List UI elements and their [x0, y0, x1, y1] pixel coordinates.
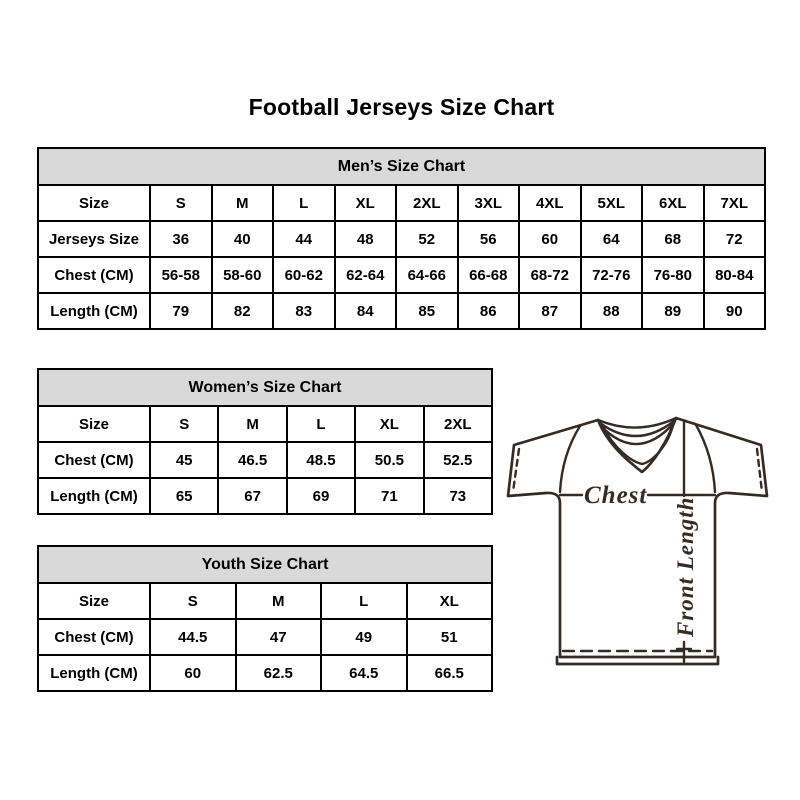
youth-size-column-header: XL: [407, 583, 493, 619]
mens-cell-value: 52: [396, 221, 458, 257]
jersey-measurement-diagram: [500, 400, 780, 680]
youth-cell-value: 60: [150, 655, 236, 691]
mens-row-label: Length (CM): [38, 293, 150, 329]
youth-cell-value: 44.5: [150, 619, 236, 655]
left-seam: [560, 426, 580, 492]
mens-table-row: [38, 221, 765, 257]
mens-cell-value: 82: [212, 293, 274, 329]
mens-cell-value: 72: [704, 221, 766, 257]
right-seam: [696, 425, 715, 492]
mens-cell-value: 68: [642, 221, 704, 257]
womens-cell-value: 69: [287, 478, 355, 514]
collar-top-arc: [598, 418, 676, 428]
womens-row-label: Size: [38, 406, 150, 442]
mens-size-column-header: XL: [335, 185, 397, 221]
mens-cell-value: 72-76: [581, 257, 643, 293]
womens-size-table: [37, 368, 493, 515]
mens-size-column-header: 4XL: [519, 185, 581, 221]
front-length-label: Front Length: [673, 496, 698, 637]
mens-cell-value: 40: [212, 221, 274, 257]
mens-cell-value: 68-72: [519, 257, 581, 293]
mens-cell-value: 76-80: [642, 257, 704, 293]
womens-table-title: Women’s Size Chart: [38, 369, 492, 406]
mens-cell-value: 86: [458, 293, 520, 329]
youth-cell-value: 64.5: [321, 655, 407, 691]
youth-cell-value: 49: [321, 619, 407, 655]
mens-row-label: Chest (CM): [38, 257, 150, 293]
youth-cell-value: 62.5: [236, 655, 322, 691]
womens-cell-value: 50.5: [355, 442, 423, 478]
youth-size-table: [37, 545, 493, 692]
mens-row-label: Jerseys Size: [38, 221, 150, 257]
youth-cell-value: 47: [236, 619, 322, 655]
womens-size-column-header: S: [150, 406, 218, 442]
womens-cell-value: 73: [424, 478, 492, 514]
mens-table-row: [38, 257, 765, 293]
mens-size-column-header: 6XL: [642, 185, 704, 221]
mens-cell-value: 89: [642, 293, 704, 329]
youth-table-row: [38, 619, 492, 655]
mens-cell-value: 62-64: [335, 257, 397, 293]
womens-table-row: [38, 478, 492, 514]
mens-size-column-header: 5XL: [581, 185, 643, 221]
youth-size-column-header: L: [321, 583, 407, 619]
mens-size-table: [37, 147, 766, 330]
mens-cell-value: 60: [519, 221, 581, 257]
mens-cell-value: 56-58: [150, 257, 212, 293]
mens-row-label: Size: [38, 185, 150, 221]
womens-size-column-header: XL: [355, 406, 423, 442]
womens-row-label: Length (CM): [38, 478, 150, 514]
jersey-outline: [508, 418, 767, 657]
jersey-illustration: [500, 400, 780, 680]
mens-size-column-header: L: [273, 185, 335, 221]
mens-cell-value: 56: [458, 221, 520, 257]
womens-cell-value: 48.5: [287, 442, 355, 478]
mens-cell-value: 83: [273, 293, 335, 329]
youth-cell-value: 66.5: [407, 655, 493, 691]
youth-table-title: Youth Size Chart: [38, 546, 492, 583]
youth-cell-value: 51: [407, 619, 493, 655]
page-title: Football Jerseys Size Chart: [248, 94, 555, 120]
mens-cell-value: 84: [335, 293, 397, 329]
mens-size-column-header: S: [150, 185, 212, 221]
mens-size-column-header: 2XL: [396, 185, 458, 221]
mens-cell-value: 90: [704, 293, 766, 329]
mens-cell-value: 87: [519, 293, 581, 329]
mens-cell-value: 60-62: [273, 257, 335, 293]
womens-row-label: Chest (CM): [38, 442, 150, 478]
womens-size-column-header: M: [218, 406, 286, 442]
mens-table-row: [38, 293, 765, 329]
womens-cell-value: 46.5: [218, 442, 286, 478]
mens-cell-value: 64: [581, 221, 643, 257]
mens-cell-value: 64-66: [396, 257, 458, 293]
womens-cell-value: 52.5: [424, 442, 492, 478]
mens-cell-value: 44: [273, 221, 335, 257]
mens-cell-value: 36: [150, 221, 212, 257]
womens-cell-value: 65: [150, 478, 218, 514]
mens-cell-value: 66-68: [458, 257, 520, 293]
womens-cell-value: 67: [218, 478, 286, 514]
mens-size-column-header: 7XL: [704, 185, 766, 221]
youth-size-column-header: S: [150, 583, 236, 619]
chest-label: Chest: [584, 482, 648, 509]
youth-row-label: Size: [38, 583, 150, 619]
womens-cell-value: 71: [355, 478, 423, 514]
youth-size-column-header: M: [236, 583, 322, 619]
mens-cell-value: 79: [150, 293, 212, 329]
mens-cell-value: 80-84: [704, 257, 766, 293]
womens-table-row: [38, 442, 492, 478]
mens-cell-value: 85: [396, 293, 458, 329]
mens-size-column-header: 3XL: [458, 185, 520, 221]
mens-table-title: Men’s Size Chart: [38, 148, 765, 185]
womens-size-column-header: L: [287, 406, 355, 442]
mens-cell-value: 88: [581, 293, 643, 329]
womens-cell-value: 45: [150, 442, 218, 478]
mens-cell-value: 58-60: [212, 257, 274, 293]
youth-row-label: Length (CM): [38, 655, 150, 691]
womens-size-column-header: 2XL: [424, 406, 492, 442]
youth-table-row: [38, 655, 492, 691]
mens-cell-value: 48: [335, 221, 397, 257]
mens-size-column-header: M: [212, 185, 274, 221]
youth-row-label: Chest (CM): [38, 619, 150, 655]
